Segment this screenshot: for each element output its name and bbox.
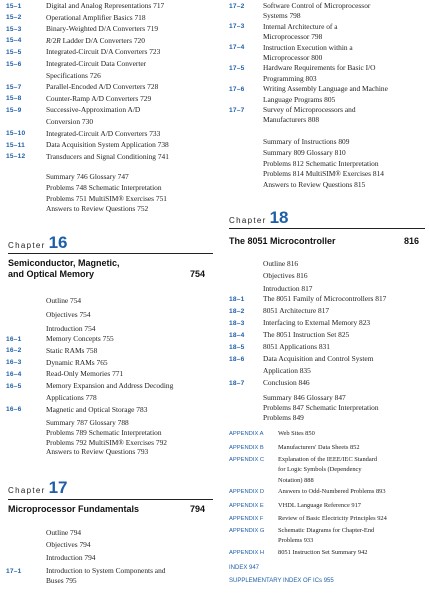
toc-line: Problems 789 Schematic Interpretation: [46, 427, 162, 437]
appendix-title: Notation) 888: [278, 476, 314, 484]
section-title: The 8051 Instruction Set 825: [263, 330, 350, 339]
toc-line: Objectives 816: [263, 271, 308, 281]
section-title: R/2R Ladder D/A Converters 720: [46, 35, 145, 45]
toc-line: Summary 846 Glossary 847: [263, 393, 346, 402]
section-number: 17–3: [229, 23, 245, 31]
appendix-code: APPENDIX G: [229, 528, 265, 534]
section-title: Manufacturers 808: [263, 115, 320, 125]
section-title: Counter-Ramp A/D Converters 729: [46, 93, 152, 103]
section-title: Buses 795: [46, 576, 77, 585]
section-number: 18–1: [229, 295, 245, 303]
toc-line: Summary 787 Glossary 788: [46, 418, 129, 427]
chapter-16-heading: [8, 233, 67, 253]
appendix-code: APPENDIX E: [229, 503, 264, 509]
section-number: 16–2: [6, 347, 22, 355]
section-title: Survey of Microprocessors and: [263, 105, 356, 114]
toc-line: Answers to Review Questions 815: [263, 180, 366, 190]
chapter-label: Chapter: [229, 216, 267, 225]
chapter-18-heading: [229, 208, 288, 228]
toc-line: Summary of Instructions 809: [263, 137, 350, 146]
chapter-number: 18: [269, 208, 289, 227]
appendix-title: 8051 Instruction Set Summary 942: [278, 549, 368, 556]
section-title: Microprocessor 800: [263, 53, 323, 62]
toc-line: Summary 809 Glossary 810: [263, 147, 346, 157]
chapter-17-title: Microprocessor Fundamentals: [8, 504, 140, 514]
section-title: Interfacing to External Memory 823: [263, 318, 371, 327]
toc-line: Objectives 754: [46, 309, 91, 319]
chapter-label: Chapter: [8, 486, 46, 495]
section-number: 17–5: [229, 64, 245, 72]
section-number: 17–7: [229, 106, 245, 114]
section-number: 15–11: [6, 141, 25, 149]
section-number: 15–12: [6, 153, 26, 161]
chapter-label: Chapter: [8, 241, 46, 250]
section-title: Conversion 730: [46, 117, 94, 126]
section-number: 15–3: [6, 25, 22, 33]
toc-line: Answers to Review Questions 793: [46, 447, 149, 457]
appendix-title: Explanation of the IEEE/IEC Standard: [278, 456, 378, 463]
section-title: Systems 798: [263, 11, 301, 21]
appendix-title: Manufacturers' Data Sheets 852: [278, 444, 360, 451]
section-title: Operational Amplifier Basics 718: [46, 12, 146, 22]
section-title: Internal Architecture of a: [263, 21, 338, 31]
section-title: Programming 803: [263, 73, 317, 83]
section-number: 15–9: [6, 106, 22, 114]
appendix-code: APPENDIX H: [229, 550, 265, 556]
section-number: 15–8: [6, 95, 22, 103]
appendix-title: Problems 933: [278, 537, 314, 545]
section-number: 15–10: [6, 130, 26, 138]
section-number: 17–4: [229, 44, 245, 52]
section-title: Applications 778: [46, 393, 97, 402]
section-number: 16–5: [6, 382, 22, 390]
chapter-title-line: and Optical Memory: [8, 269, 95, 279]
section-title: Successive-Approximation A/D: [46, 105, 141, 115]
divider: [8, 253, 213, 254]
section-number: 17–1: [6, 567, 22, 575]
toc-line: Summary 746 Glossary 747: [46, 172, 129, 181]
toc-line: Problems 849: [263, 413, 304, 422]
appendix-title: Web Sites 850: [278, 430, 315, 437]
section-title: Binary-Weighted D/A Converters 719: [46, 24, 159, 34]
toc-line: Introduction 754: [46, 323, 96, 333]
section-title: Memory Expansion and Address Decoding: [46, 381, 174, 391]
section-title: Read-Only Memories 771: [46, 369, 124, 379]
toc-line: Answers to Review Questions 752: [46, 204, 149, 214]
chapter-title-line: Semiconductor, Magnetic,: [8, 258, 120, 268]
toc-line: Objectives 794: [46, 540, 91, 550]
chapter-number: 16: [48, 233, 68, 252]
section-number: 15–5: [6, 48, 22, 56]
section-number: 15–7: [6, 83, 22, 91]
toc-line: Problems 847 Schematic Interpretation: [263, 403, 379, 412]
appendix-title: VHDL Language Reference 917: [278, 502, 361, 509]
section-number: 15–4: [6, 37, 22, 45]
section-number: 15–6: [6, 60, 22, 68]
toc-line: Outline 816: [263, 259, 299, 268]
section-title: Integrated-Circuit A/D Converters 733: [46, 128, 161, 138]
toc-line: Problems 812 Schematic Interpretation: [263, 158, 379, 168]
chapter-17-page: 794: [190, 504, 206, 514]
section-title: Application 835: [263, 366, 311, 375]
appendix-code: APPENDIX D: [229, 489, 265, 495]
appendix-code: APPENDIX F: [229, 516, 264, 522]
chapter-17-heading: [8, 478, 67, 498]
appendix-title: for Logic Symbols (Dependency: [278, 466, 362, 474]
section-title: Transducers and Signal Conditioning 741: [46, 151, 169, 161]
appendix-code: APPENDIX C: [229, 457, 265, 463]
toc-line: Problems 751 MultiSIM® Exercises 751: [46, 193, 167, 203]
section-title: Memory Concepts 755: [46, 334, 114, 343]
section-number: 18–2: [229, 307, 245, 315]
section-title: Data Acquisition System Application 738: [46, 140, 169, 150]
section-number: 18–7: [229, 379, 245, 387]
section-title: Integrated-Circuit Data Converter: [46, 59, 147, 68]
appendix-title: Answers to Odd-Numbered Problems 893: [278, 488, 386, 495]
section-title: Instruction Execution within a: [263, 42, 353, 52]
chapter-18-page: 816: [404, 236, 420, 246]
section-number: 17–6: [229, 85, 245, 93]
appendix-title: Review of Basic Electricity Principles 924: [278, 515, 387, 522]
section-number: 15–2: [6, 14, 22, 22]
section-title: The 8051 Family of Microcontrollers 817: [263, 294, 387, 303]
toc-line: Introduction 817: [263, 283, 313, 293]
chapter-18-title: The 8051 Microcontroller: [229, 236, 336, 246]
appendix-code: APPENDIX A: [229, 431, 264, 437]
section-number: 18–6: [229, 355, 245, 363]
index-link[interactable]: INDEX 947: [229, 565, 260, 571]
section-number: 16–1: [6, 335, 22, 343]
section-number: 18–5: [229, 343, 245, 351]
section-title: Microprocessor 798: [263, 32, 323, 42]
section-title: Dynamic RAMs 765: [46, 357, 108, 367]
chapter-16-page: 754: [190, 269, 206, 279]
section-number: 18–3: [229, 319, 245, 327]
supplementary-index-link[interactable]: SUPPLEMENTARY INDEX OF ICs 955: [229, 578, 334, 584]
section-number: 15–1: [6, 2, 22, 10]
section-title: Hardware Requirements for Basic I/O: [263, 63, 376, 73]
section-title: Specifications 726: [46, 70, 101, 80]
section-title: Writing Assembly Language and Machine: [263, 84, 388, 94]
toc-line: Problems 792 MultiSIM® Exercises 792: [46, 437, 167, 447]
section-title: Integrated-Circuit D/A Converters 723: [46, 47, 161, 57]
section-title: 8051 Architecture 817: [263, 306, 330, 315]
section-title: Parallel-Encoded A/D Converters 728: [46, 82, 159, 92]
section-title: 8051 Applications 831: [263, 342, 330, 351]
section-number: 16–3: [6, 359, 22, 367]
toc-line: Problems 814 MultiSIM® Exercises 814: [263, 169, 384, 179]
section-number: 16–6: [6, 406, 22, 414]
section-title: Conclusion 846: [263, 378, 310, 387]
section-title: Digital and Analog Representations 717: [46, 1, 165, 10]
section-number: 16–4: [6, 370, 22, 378]
section-title: Software Control of Microprocessor: [263, 1, 371, 10]
section-title: Data Acquisition and Control System: [263, 354, 374, 363]
section-title: Language Programs 805: [263, 94, 336, 104]
divider: [8, 499, 213, 500]
section-title: Magnetic and Optical Storage 783: [46, 404, 148, 414]
toc-line: Outline 794: [46, 528, 82, 537]
section-number: 17–2: [229, 2, 245, 10]
chapter-16-title: [8, 258, 120, 280]
toc-line: Outline 754: [46, 296, 82, 305]
appendix-code: APPENDIX B: [229, 445, 264, 451]
chapter-number: 17: [48, 478, 68, 497]
section-number: 18–4: [229, 331, 245, 339]
section-title: Static RAMs 758: [46, 345, 98, 355]
toc-line: Introduction 794: [46, 552, 96, 562]
divider: [229, 228, 425, 229]
section-title: Introduction to System Components and: [46, 566, 166, 575]
toc-line: Problems 748 Schematic Interpretation: [46, 182, 162, 192]
appendix-title: Schematic Diagrams for Chapter-End: [278, 527, 375, 534]
